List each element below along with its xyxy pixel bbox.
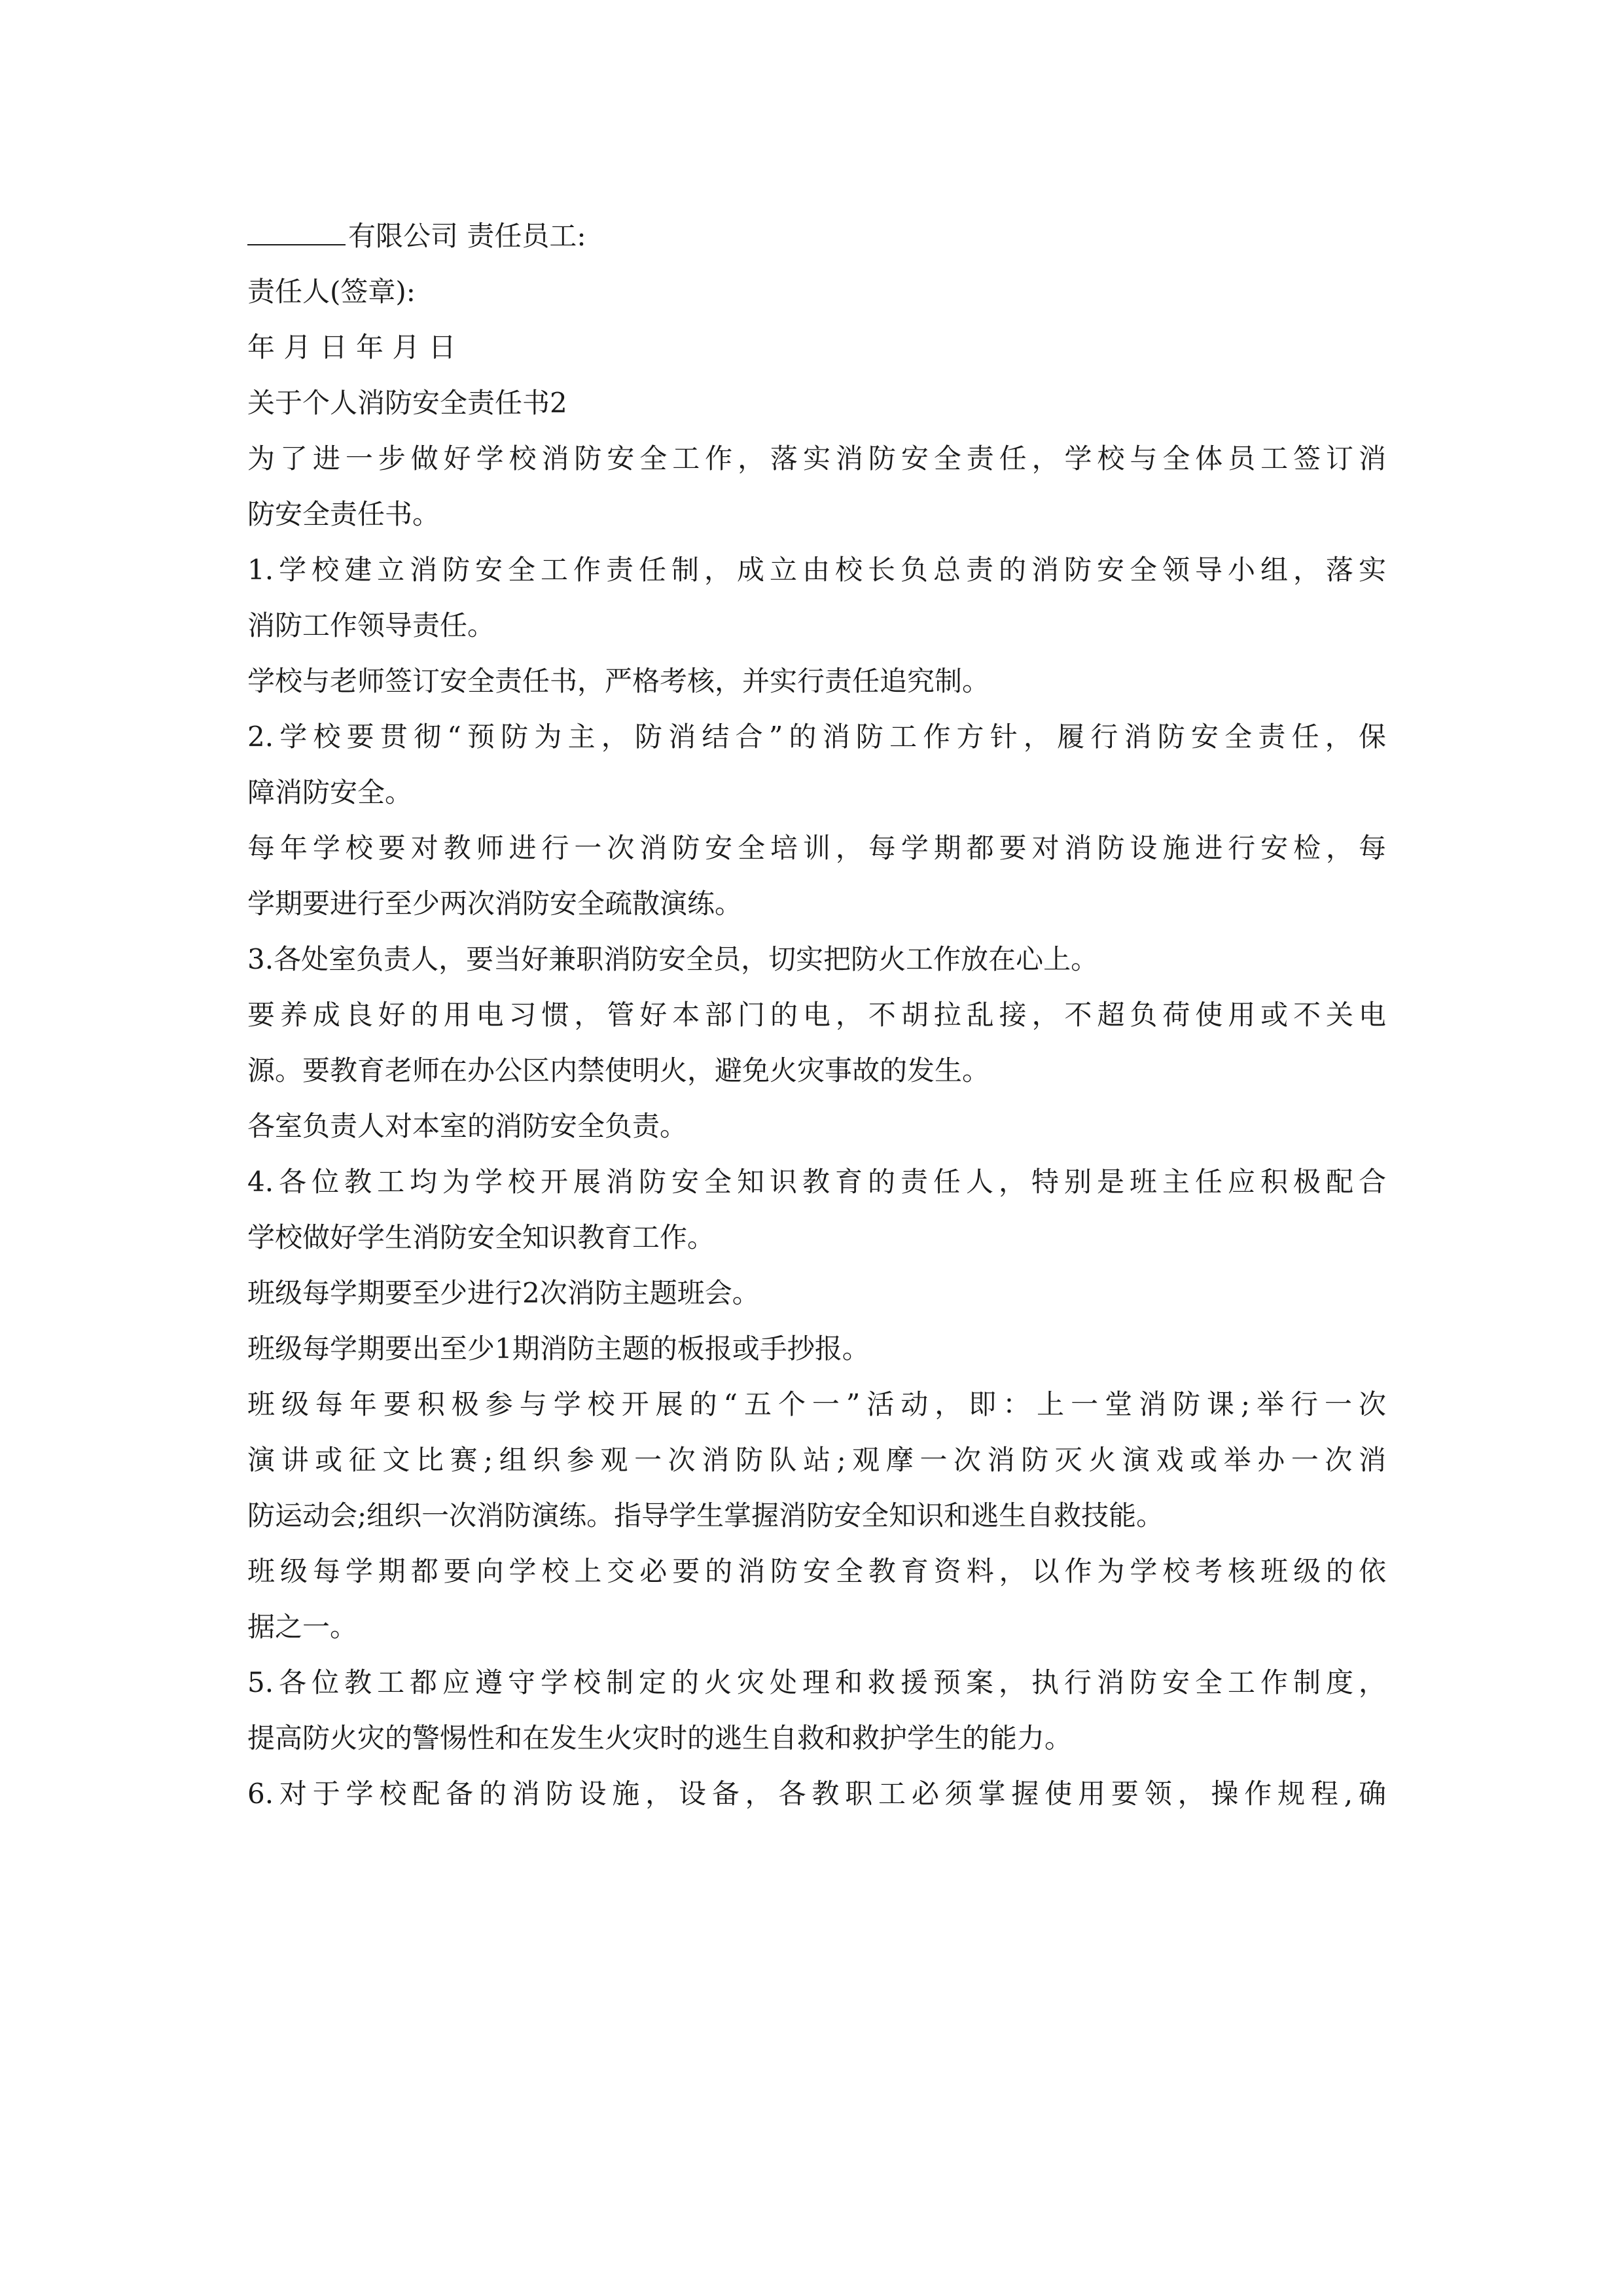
body-line: 障消防安全。 xyxy=(247,776,413,808)
body-line: 消防工作领导责任。 xyxy=(247,609,495,641)
body-line: 班级每学期都要向学校上交必要的消防安全教育资料，以作为学校考核班级的依 xyxy=(247,1555,1386,1587)
body-line: 为了进一步做好学校消防安全工作，落实消防安全责任，学校与全体员工签订消 xyxy=(247,442,1386,475)
document-body xyxy=(247,208,1386,1821)
body-line: 班级每年要积极参与学校开展的“五个一”活动，即：上一堂消防课;举行一次 xyxy=(247,1388,1386,1420)
date-line: 年 月 日 年 月 日 xyxy=(247,331,456,363)
body-line: 1.学校建立消防安全工作责任制，成立由校长负总责的消防安全领导小组，落实 xyxy=(247,554,1386,586)
body-line: 学校与老师签订安全责任书，严格考核，并实行责任追究制。 xyxy=(247,665,990,697)
responsible-person-line: 责任人(签章): xyxy=(247,276,416,308)
body-line: 防安全责任书。 xyxy=(247,498,440,530)
document-title: 关于个人消防安全责任书2 xyxy=(247,387,567,419)
body-line: 班级每学期要出至少1期消防主题的板报或手抄报。 xyxy=(247,1333,870,1365)
body-line: 防运动会;组织一次消防演练。指导学生掌握消防安全知识和逃生自救技能。 xyxy=(247,1499,1164,1532)
body-line: 学校做好学生消防安全知识教育工作。 xyxy=(247,1221,715,1253)
body-line: 班级每学期要至少进行2次消防主题班会。 xyxy=(247,1277,760,1309)
body-line: 据之一。 xyxy=(247,1611,358,1643)
company-line xyxy=(247,208,1386,264)
body-line: 2.学校要贯彻“预防为主，防消结合”的消防工作方针，履行消防安全责任，保 xyxy=(247,721,1386,753)
body-line: 演讲或征文比赛;组织参观一次消防队站;观摩一次消防灭火演戏或举办一次消 xyxy=(247,1444,1386,1476)
body-line: 各室负责人对本室的消防安全负责。 xyxy=(247,1110,688,1142)
body-line: 每年学校要对教师进行一次消防安全培训，每学期都要对消防设施进行安检，每 xyxy=(247,832,1386,864)
body-line: 学期要进行至少两次消防安全疏散演练。 xyxy=(247,888,743,920)
body-line: 5.各位教工都应遵守学校制定的火灾处理和救援预案，执行消防安全工作制度， xyxy=(247,1666,1386,1698)
body-line: 3.各处室负责人，要当好兼职消防安全员，切实把防火工作放在心上。 xyxy=(247,943,1099,975)
body-line: 提高防火灾的警惕性和在发生火灾时的逃生自救和救护学生的能力。 xyxy=(247,1722,1073,1754)
company-name-blank xyxy=(247,219,346,245)
body-line: 4.各位教工均为学校开展消防安全知识教育的责任人，特别是班主任应积极配合 xyxy=(247,1166,1386,1198)
body-line: 源。要教育老师在办公区内禁使明火，避免火灾事故的发生。 xyxy=(247,1054,990,1086)
body-line: 6.对于学校配备的消防设施，设备，各教职工必须掌握使用要领，操作规程,确 xyxy=(247,1778,1386,1810)
document-paragraphs xyxy=(247,431,1386,1821)
body-line: 要养成良好的用电习惯，管好本部门的电，不胡拉乱接，不超负荷使用或不关电 xyxy=(247,999,1386,1031)
company-line-text: 有限公司 责任员工: xyxy=(348,220,586,252)
